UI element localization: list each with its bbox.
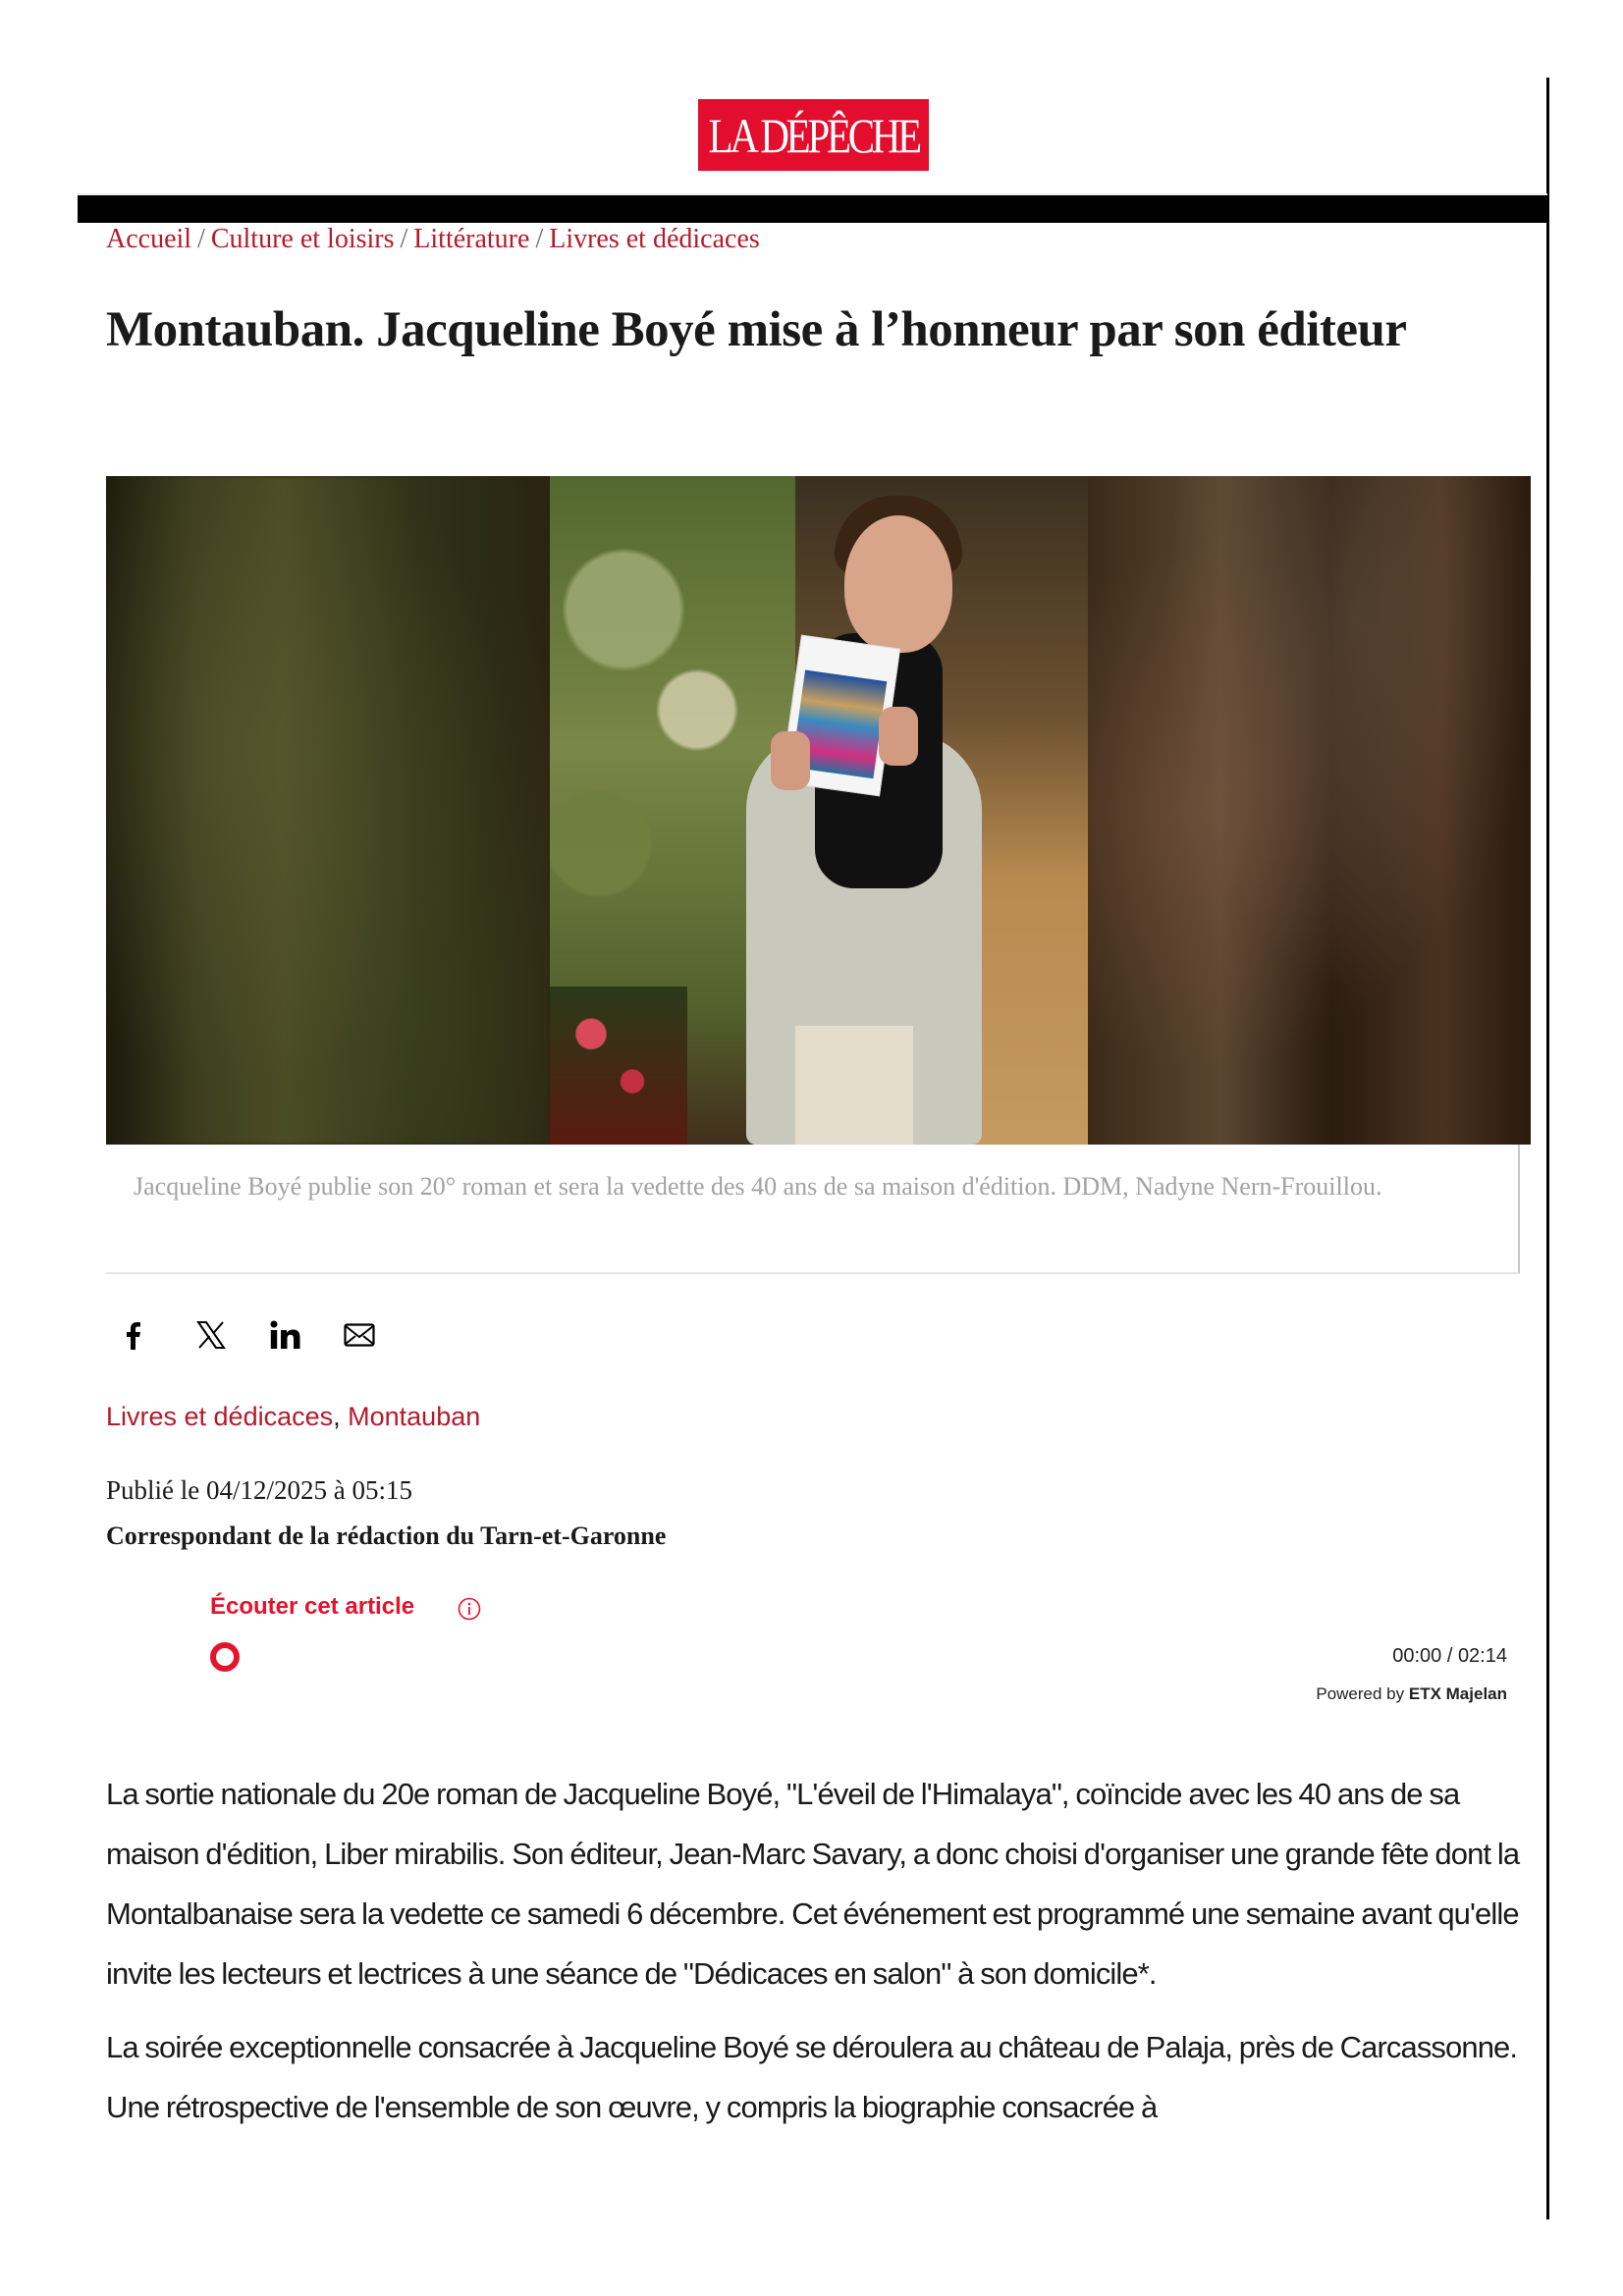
photo-caption: Jacqueline Boyé publie son 20° roman et sera la vedette des 40 ans de sa maison d'édition. DDM, Nadyne Nern-Frouillou. (134, 1172, 1382, 1201)
x-icon (196, 1320, 226, 1350)
photo-blurred-background-right (1088, 476, 1531, 1145)
article-tags (106, 1402, 480, 1432)
share-facebook-button[interactable] (123, 1315, 196, 1355)
article-author: Correspondant de la rédaction du Tarn-et-Garonne (106, 1522, 667, 1550)
breadcrumb-home[interactable]: Accueil (106, 224, 192, 254)
navigation-bar (78, 193, 1547, 223)
tag-montauban[interactable]: Montauban (348, 1402, 481, 1431)
publication-date: Publié le 04/12/2025 à 05:15 (106, 1475, 412, 1505)
breadcrumb-culture-loisirs[interactable]: Culture et loisirs (210, 224, 395, 254)
listen-article-label: Écouter cet article (210, 1593, 415, 1620)
linkedin-icon (270, 1320, 303, 1350)
site-logo[interactable] (698, 99, 929, 171)
article-body (106, 1764, 1530, 2151)
logo-text: LA DÉPÊCHE (708, 107, 919, 163)
breadcrumb-separator: / (535, 224, 544, 254)
breadcrumb (106, 224, 760, 255)
article-photo[interactable] (106, 476, 1531, 1145)
photo-hand (879, 707, 918, 766)
photo-hand (771, 731, 810, 790)
audio-powered-by (1316, 1684, 1507, 1704)
tag-livres-dedicaces[interactable]: Livres et dédicaces (106, 1402, 334, 1431)
info-icon[interactable] (458, 1597, 481, 1621)
facebook-icon (123, 1320, 142, 1350)
powered-by-prefix: Powered by (1316, 1684, 1409, 1703)
article-paragraph: La soirée exceptionnelle consacrée à Jacqueline Boyé se déroulera au château de Palaja, près de Carcassonne. Une rétrospective de l'ensemble de son œuvre, y compris la biographie consacrée à (106, 2030, 1518, 2124)
share-bar (123, 1315, 417, 1355)
breadcrumb-separator: / (197, 224, 205, 254)
share-email-button[interactable] (344, 1315, 417, 1355)
audio-play-button[interactable] (210, 1642, 240, 1672)
share-x-button[interactable] (196, 1315, 270, 1355)
tag-separator: , (333, 1402, 349, 1431)
photo-person-legs (795, 1026, 913, 1145)
photo-blurred-background-left (106, 476, 550, 1145)
photo-flowers (550, 987, 687, 1145)
page-right-border (1546, 78, 1549, 2219)
photo-person-face (844, 515, 952, 653)
breadcrumb-livres-dedicaces[interactable]: Livres et dédicaces (549, 224, 760, 254)
audio-time-display: 00:00 / 02:14 (1392, 1645, 1507, 1667)
article-title: Montauban. Jacqueline Boyé mise à l’honneur par son éditeur (106, 302, 1407, 357)
breadcrumb-litterature[interactable]: Littérature (413, 224, 530, 254)
mail-icon (344, 1323, 375, 1347)
powered-by-brand[interactable]: ETX Majelan (1408, 1684, 1507, 1703)
share-linkedin-button[interactable] (270, 1315, 344, 1355)
photo-main-image (550, 476, 1088, 1145)
breadcrumb-separator: / (400, 224, 408, 254)
photo-caption-box (106, 1145, 1520, 1274)
article-paragraph: La sortie nationale du 20e roman de Jacqueline Boyé, "L'éveil de l'Himalaya", coïncide avec les 40 ans de sa maison d'édition, Liber mirabilis. Son éditeur, Jean-Marc Savary, a donc choisi d'organiser une grande fête dont la Montalbanaise sera la vedette ce samedi 6 décembre. Cet événement est programmé une semaine avant qu'elle invite les lecteurs et lectrices à une séance de "Dédicaces en salon" à son domicile*. (106, 1777, 1520, 1991)
